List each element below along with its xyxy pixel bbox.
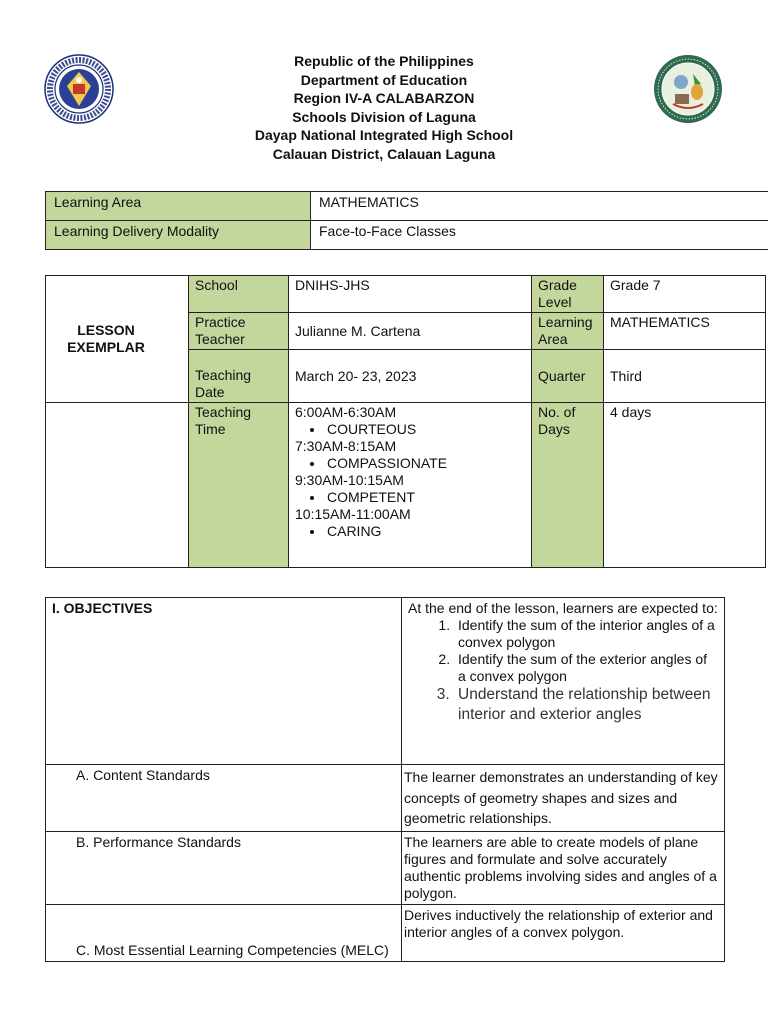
lesson-exemplar-text: LESSON EXEMPLAR [67,322,145,355]
header-line: Dayap National Integrated High School [254,127,514,144]
objective-item: 3. Understand the relationship between interior and exterior angles [454,685,718,725]
teacher-label: Practice Teacher [189,313,289,350]
table-row [46,598,725,765]
quarter-label: Quarter [532,350,604,403]
teacher-value: Julianne M. Cartena [289,313,532,350]
table-row [46,221,768,250]
modality-value: Face-to-Face Classes [311,221,768,250]
school-label: School [189,276,289,313]
table-row [46,831,725,904]
header-line: Calauan District, Calauan Laguna [272,145,496,162]
learning-area-label: Learning Area [46,192,311,221]
modality-label: Learning Delivery Modality [46,221,311,250]
teaching-time-label: Teaching Time [189,403,289,568]
content-standards-label: A. Content Standards [46,765,402,832]
learning-area-value-2: MATHEMATICS [604,313,766,350]
header-line: Department of Education [300,71,468,88]
empty-cell [46,403,189,568]
performance-standards-label: B. Performance Standards [46,831,402,904]
school-value: DNIHS-JHS [289,276,532,313]
objectives-heading: I. OBJECTIVES [46,598,402,765]
grade-level-value: Grade 7 [604,276,766,313]
lesson-exemplar-table [45,275,766,568]
section-name: • COMPASSIONATE [325,455,525,472]
time-slot: 9:30AM-10:15AM [295,472,404,488]
header-line: Region IV-A CALABARZON [293,90,475,107]
grade-level-label: Grade Level [532,276,604,313]
learning-area-value: MATHEMATICS [311,192,768,221]
table-row [46,904,725,961]
learning-area-table [45,191,768,250]
time-slot: 10:15AM-11:00AM [295,506,411,522]
lesson-exemplar-title [46,276,189,403]
table-row [46,765,725,832]
performance-standards-value: The learners are able to create models of plane figures and formulate and solve accurately authentic problems involving sides and angles of a polygon. [402,831,725,904]
objectives-content [402,598,725,765]
table-row [46,192,768,221]
objective-item: 2. Identify the sum of the exterior angles of a convex polygon [454,651,718,685]
content-standards-value: The learner demonstrates an understanding of key concepts of geometry shapes and sizes and geometric relationships. [402,765,725,832]
melc-label: C. Most Essential Learning Competencies (MELC) [46,904,402,961]
days-value: 4 days [604,403,766,568]
table-row [46,276,766,313]
header-line: Republic of the Philippines [294,53,474,69]
melc-value: Derives inductively the relationship of exterior and interior angles of a convex polygon. [402,904,725,961]
teaching-time-value [289,403,532,568]
objectives-table [45,597,725,962]
learning-area-label-2: Learning Area [532,313,604,350]
document-header [0,52,768,164]
section-name: • CARING [325,523,525,540]
teaching-date-value: March 20- 23, 2023 [289,350,532,403]
days-label: No. of Days [532,403,604,568]
time-slot: 6:00AM-6:30AM [295,404,397,420]
teaching-date-label: Teaching Date [189,350,289,403]
objectives-intro: At the end of the lesson, learners are expected to: [408,600,718,616]
objective-item: 1. Identify the sum of the interior angles of a convex polygon [454,617,718,651]
section-name: • COURTEOUS [325,421,525,438]
objectives-list [408,617,718,725]
section-name: • COMPETENT [325,489,525,506]
time-slot: 7:30AM-8:15AM [295,438,397,454]
quarter-value: Third [604,350,766,403]
header-line: Schools Division of Laguna [292,108,476,125]
table-row [46,403,766,568]
